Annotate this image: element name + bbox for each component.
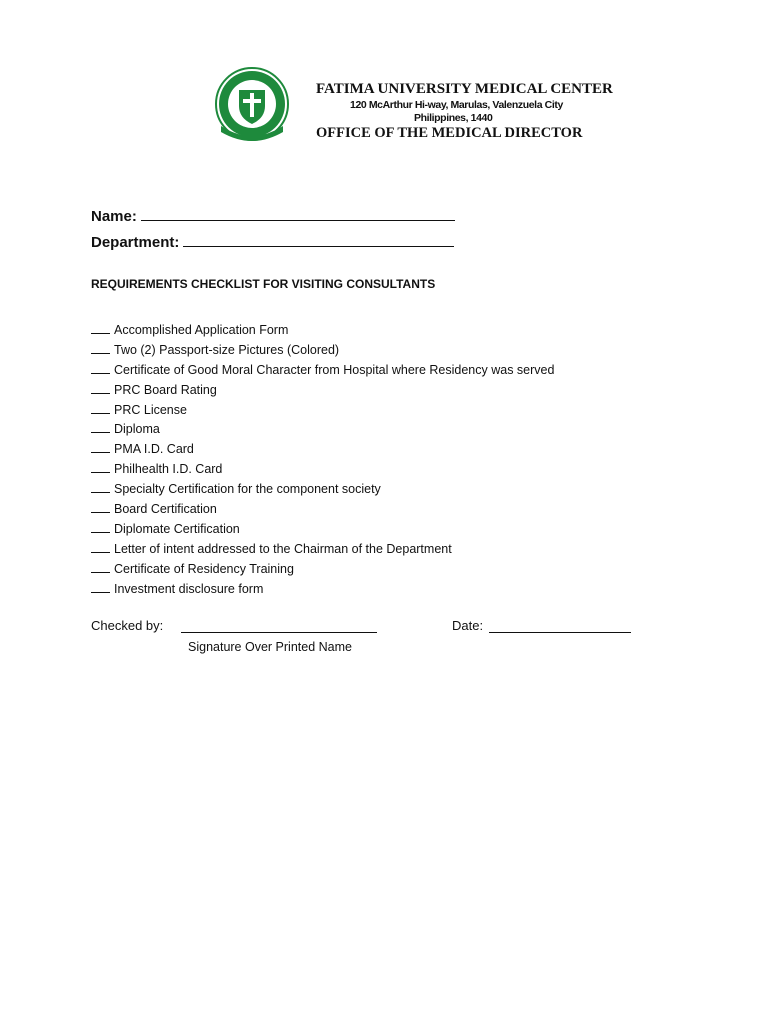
checklist-title: REQUIREMENTS CHECKLIST FOR VISITING CONSULTANTS (91, 277, 436, 291)
checklist-item[interactable]: Specialty Certification for the component society (91, 480, 554, 500)
check-blank[interactable] (91, 520, 110, 533)
checklist-item[interactable]: Two (2) Passport-size Pictures (Colored) (91, 341, 554, 361)
check-blank[interactable] (91, 560, 110, 573)
organization-name: FATIMA UNIVERSITY MEDICAL CENTER (316, 81, 613, 97)
requirements-checklist (91, 321, 554, 599)
check-blank[interactable] (91, 500, 110, 513)
signature-caption: Signature Over Printed Name (188, 640, 352, 654)
check-blank[interactable] (91, 420, 110, 433)
checklist-item[interactable]: Board Certification (91, 500, 554, 520)
check-blank[interactable] (91, 540, 110, 553)
checklist-item[interactable]: Certificate of Good Moral Character from Hospital where Residency was served (91, 361, 554, 381)
signature-line[interactable] (181, 632, 377, 633)
checked-by-label: Checked by: (91, 618, 164, 633)
name-field[interactable] (91, 206, 455, 225)
office-title: OFFICE OF THE MEDICAL DIRECTOR (316, 125, 583, 141)
check-blank[interactable] (91, 361, 110, 374)
department-field[interactable] (91, 232, 454, 251)
checklist-item[interactable]: Philhealth I.D. Card (91, 460, 554, 480)
check-blank[interactable] (91, 341, 110, 354)
checklist-item[interactable]: Letter of intent addressed to the Chairman of the Department (91, 540, 554, 560)
department-label: Department: (91, 234, 180, 251)
address-line-1: 120 McArthur Hi-way, Marulas, Valenzuela City (350, 99, 563, 111)
address-line-2: Philippines, 1440 (414, 112, 493, 124)
checklist-item[interactable]: Accomplished Application Form (91, 321, 554, 341)
check-blank[interactable] (91, 460, 110, 473)
checklist-item[interactable]: Investment disclosure form (91, 580, 554, 600)
name-label: Name: (91, 208, 137, 225)
check-blank[interactable] (91, 401, 110, 414)
check-blank[interactable] (91, 580, 110, 593)
checklist-item[interactable]: PMA I.D. Card (91, 440, 554, 460)
checklist-item[interactable]: Certificate of Residency Training (91, 560, 554, 580)
check-blank[interactable] (91, 440, 110, 453)
date-line[interactable] (489, 632, 631, 633)
checklist-item[interactable]: PRC Board Rating (91, 381, 554, 401)
checklist-item[interactable]: Diplomate Certification (91, 520, 554, 540)
name-blank-line[interactable] (141, 206, 455, 221)
university-seal-logo (213, 66, 291, 144)
check-blank[interactable] (91, 480, 110, 493)
check-blank[interactable] (91, 381, 110, 394)
checklist-item[interactable]: Diploma (91, 420, 554, 440)
department-blank-line[interactable] (183, 232, 454, 247)
seal-icon (213, 66, 291, 144)
check-blank[interactable] (91, 321, 110, 334)
checklist-item[interactable]: PRC License (91, 401, 554, 421)
date-label: Date: (452, 618, 484, 633)
